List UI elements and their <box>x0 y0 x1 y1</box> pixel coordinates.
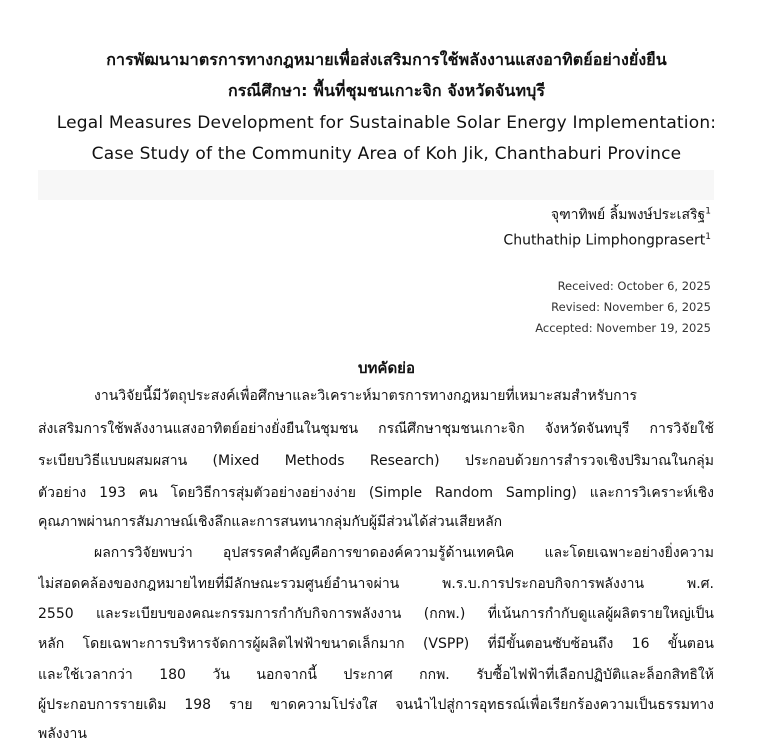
abstract-line: 2550 และระเบียบของคณะกรรมการกำกับกิจการพลังงาน (กกพ.) ที่เน้นการกำกับดูแลผู้ผลิตรายใหญ่เป็น <box>38 606 714 622</box>
abstract-line: ผู้ประกอบการรายเดิม 198 ราย ขาดความโปร่งใส จนนำไปสู่การอุทธรณ์เพื่อเรียกร้องความเป็นธรรมทาง <box>38 697 714 713</box>
title-english-line-2: Case Study of the Community Area of Koh Jik, Chanthaburi Province <box>91 144 682 164</box>
revised-date: Revised: November 6, 2025 <box>551 300 711 314</box>
abstract-line: ไม่สอดคล้องของกฎหมายไทยที่มีลักษณะรวมศูนย์อำนาจผ่าน พ.ร.บ.การประกอบกิจการพลังงาน พ.ศ. <box>38 576 714 592</box>
received-date: Received: October 6, 2025 <box>557 279 711 293</box>
abstract-line: และใช้เวลากว่า 180 วัน นอกจากนี้ ประกาศ กกพ. รับซื้อไฟฟ้าที่เลือกปฏิบัติและล็อกสิทธิให้ <box>38 667 714 683</box>
abstract-line: คุณภาพผ่านการสัมภาษณ์เชิงลึกและการสนทนากลุ่มกับผู้มีส่วนได้ส่วนเสียหลัก <box>38 514 503 530</box>
title-english-line-1: Legal Measures Development for Sustainable Solar Energy Implementation: <box>56 113 717 133</box>
abstract-line: พลังงาน <box>38 726 87 742</box>
header-shading-band <box>38 170 714 200</box>
accepted-date: Accepted: November 19, 2025 <box>535 321 711 335</box>
author-name-english-text: Chuthathip Limphongprasert <box>503 232 706 249</box>
author-name-thai-text: จุฑาทิพย์ ลิ้มพงษ์ประเสริฐ <box>550 207 706 223</box>
abstract-line: ตัวอย่าง 193 คน โดยวิธีการสุ่มตัวอย่างอย่างง่าย (Simple Random Sampling) และการวิเคราะห์เชิง <box>38 485 714 501</box>
abstract-line: หลัก โดยเฉพาะการบริหารจัดการผู้ผลิตไฟฟ้าขนาดเล็กมาก (VSPP) ที่มีขั้นตอนซับซ้อนถึง 16 ขั้นตอน <box>38 636 714 652</box>
abstract-line: ส่งเสริมการใช้พลังงานแสงอาทิตย์อย่างยั่งยืนในชุมชน กรณีศึกษาชุมชนเกาะจิก จังหวัดจันทบุรี การวิจัยใช้ <box>38 421 714 437</box>
abstract-heading: บทคัดย่อ <box>358 359 415 377</box>
abstract-line: ผลการวิจัยพบว่า อุปสรรคสำคัญคือการขาดองค์ความรู้ด้านเทคนิค และโดยเฉพาะอย่างยิ่งความ <box>94 545 714 561</box>
author-affiliation-mark: 1 <box>705 206 711 217</box>
author-affiliation-mark: 1 <box>705 232 711 242</box>
author-name-english <box>503 232 711 249</box>
author-name-thai <box>551 204 711 226</box>
abstract-line: ระเบียบวิธีแบบผสมผสาน (Mixed Methods Research) ประกอบด้วยการสำรวจเชิงปริมาณในกลุ่ม <box>38 453 714 469</box>
abstract-line: งานวิจัยนี้มีวัตถุประสงค์เพื่อศึกษาและวิเคราะห์มาตรการทางกฎหมายที่เหมาะสมสำหรับการ <box>94 388 637 404</box>
title-thai-line-1: การพัฒนามาตรการทางกฎหมายเพื่อส่งเสริมการใช้พลังงานแสงอาทิตย์อย่างยั่งยืน <box>106 50 667 69</box>
title-thai-line-2: กรณีศึกษา: พื้นที่ชุมชนเกาะจิก จังหวัดจันทบุรี <box>227 81 546 100</box>
